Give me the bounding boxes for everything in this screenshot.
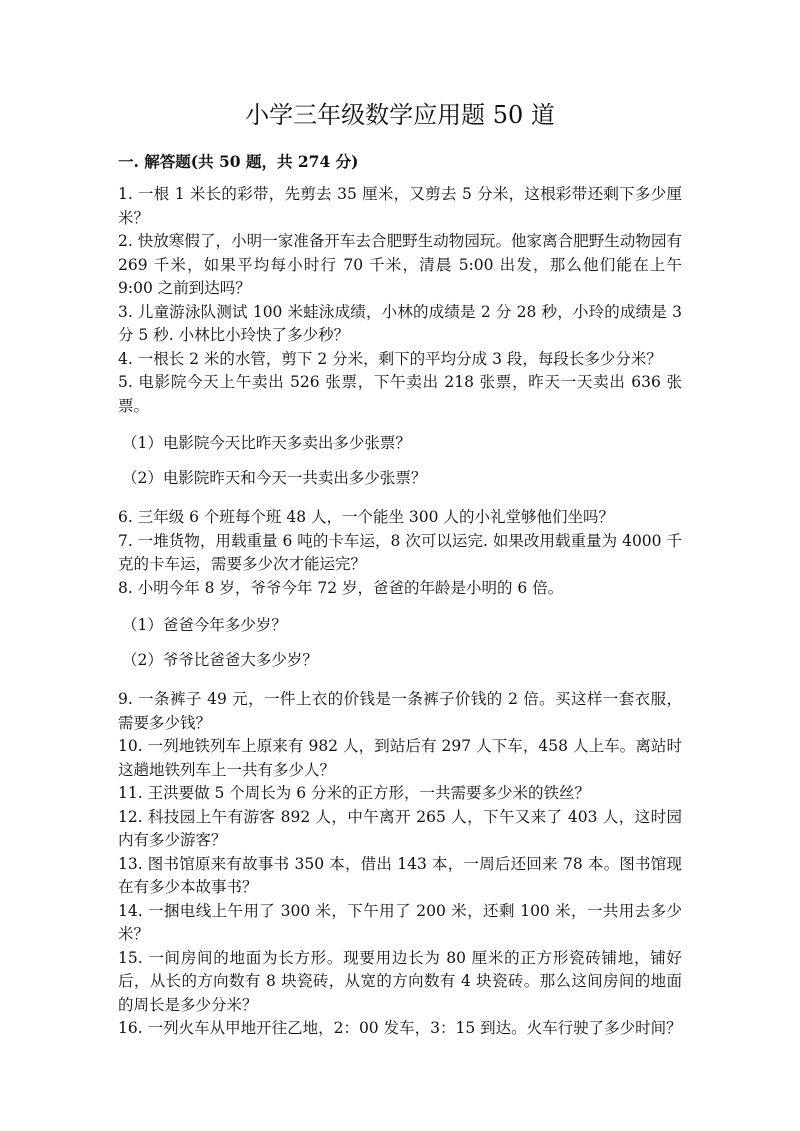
- question-15: 15. 一间房间的地面为长方形。现要用边长为 80 厘米的正方形瓷砖铺地，铺好后，从长的方向数有 8 块瓷砖，从宽的方向数有 4 块瓷砖。那么这间房间的地面的周长是多少分米？: [118, 948, 682, 1014]
- question-16: 16. 一列火车从甲地开往乙地，2：00 发车，3：15 到达。火车行驶了多少时间？: [118, 1019, 682, 1037]
- page-title: 小学三年级数学应用题 50 道: [245, 101, 555, 129]
- question-4: 4. 一根长 2 米的水管，剪下 2 分米，剩下的平均分成 3 段，每段长多少分米？: [118, 349, 662, 368]
- question-list: [118, 183, 682, 1041]
- question-13: 13. 图书馆原来有故事书 350 本，借出 143 本，一周后还回来 78 本。图书馆现在有多少本故事书？: [118, 854, 682, 896]
- question-12: 12. 科技园上午有游客 892 人，中午离开 265 人，下午又来了 403 人，这时园内有多少游客？: [118, 807, 682, 849]
- question-7: 7. 一堆货物，用载重量 6 吨的卡车运，8 次可以运完. 如果改用载重量为 4000 千克的卡车运，需要多少次才能运完？: [118, 531, 682, 573]
- question-2: 2. 快放寒假了，小明一家准备开车去合肥野生动物园玩。他家离合肥野生动物园有 269 千米，如果平均每小时行 70 千米，清晨 5:00 出发，那么他们能在上午 9:00 之前到达吗？: [118, 232, 682, 297]
- question-5-part-1: （1）电影院今天比昨天多卖出多少张票？: [122, 434, 411, 452]
- question-3: 3. 儿童游泳队测试 100 米蛙泳成绩，小林的成绩是 2 分 28 秒，小玲的成绩是 3 分 5 秒. 小林比小玲快了多少秒？: [118, 302, 682, 344]
- question-1: 1. 一根 1 米长的彩带，先剪去 35 厘米，又剪去 5 分米，这根彩带还剩下多少厘米？: [118, 185, 682, 227]
- question-10: 10. 一列地铁列车上原来有 982 人，到站后有 297 人下车，458 人上车。离站时这趟地铁列车上一共有多少人？: [118, 737, 682, 779]
- question-9: 9. 一条裤子 49 元，一件上衣的价钱是一条裤子价钱的 2 倍。买这样一套衣服，需要多少钱？: [118, 690, 682, 732]
- question-8: 8. 小明今年 8 岁，爷爷今年 72 岁，爸爸的年龄是小明的 6 倍。: [118, 578, 564, 597]
- question-8-part-1: （1）爸爸今年多少岁？: [122, 616, 287, 634]
- question-8-part-2: （2）爷爷比爸爸大多少岁？: [122, 650, 318, 669]
- section-heading: 一. 解答题(共 50 题，共 274 分): [118, 152, 359, 171]
- question-5: 5. 电影院今天上午卖出 526 张票，下午卖出 218 张票，昨天一天卖出 636 张票。: [118, 373, 682, 415]
- question-6: 6. 三年级 6 个班每个班 48 人，一个能坐 300 人的小礼堂够他们坐吗？: [118, 508, 614, 526]
- question-11: 11. 王洪要做 5 个周长为 6 分米的正方形，一共需要多少米的铁丝？: [118, 784, 591, 802]
- question-5-part-2: （2）电影院昨天和今天一共卖出多少张票？: [122, 468, 427, 487]
- question-14: 14. 一捆电线上午用了 300 米，下午用了 200 米，还剩 100 米，一共用去多少米？: [118, 901, 682, 943]
